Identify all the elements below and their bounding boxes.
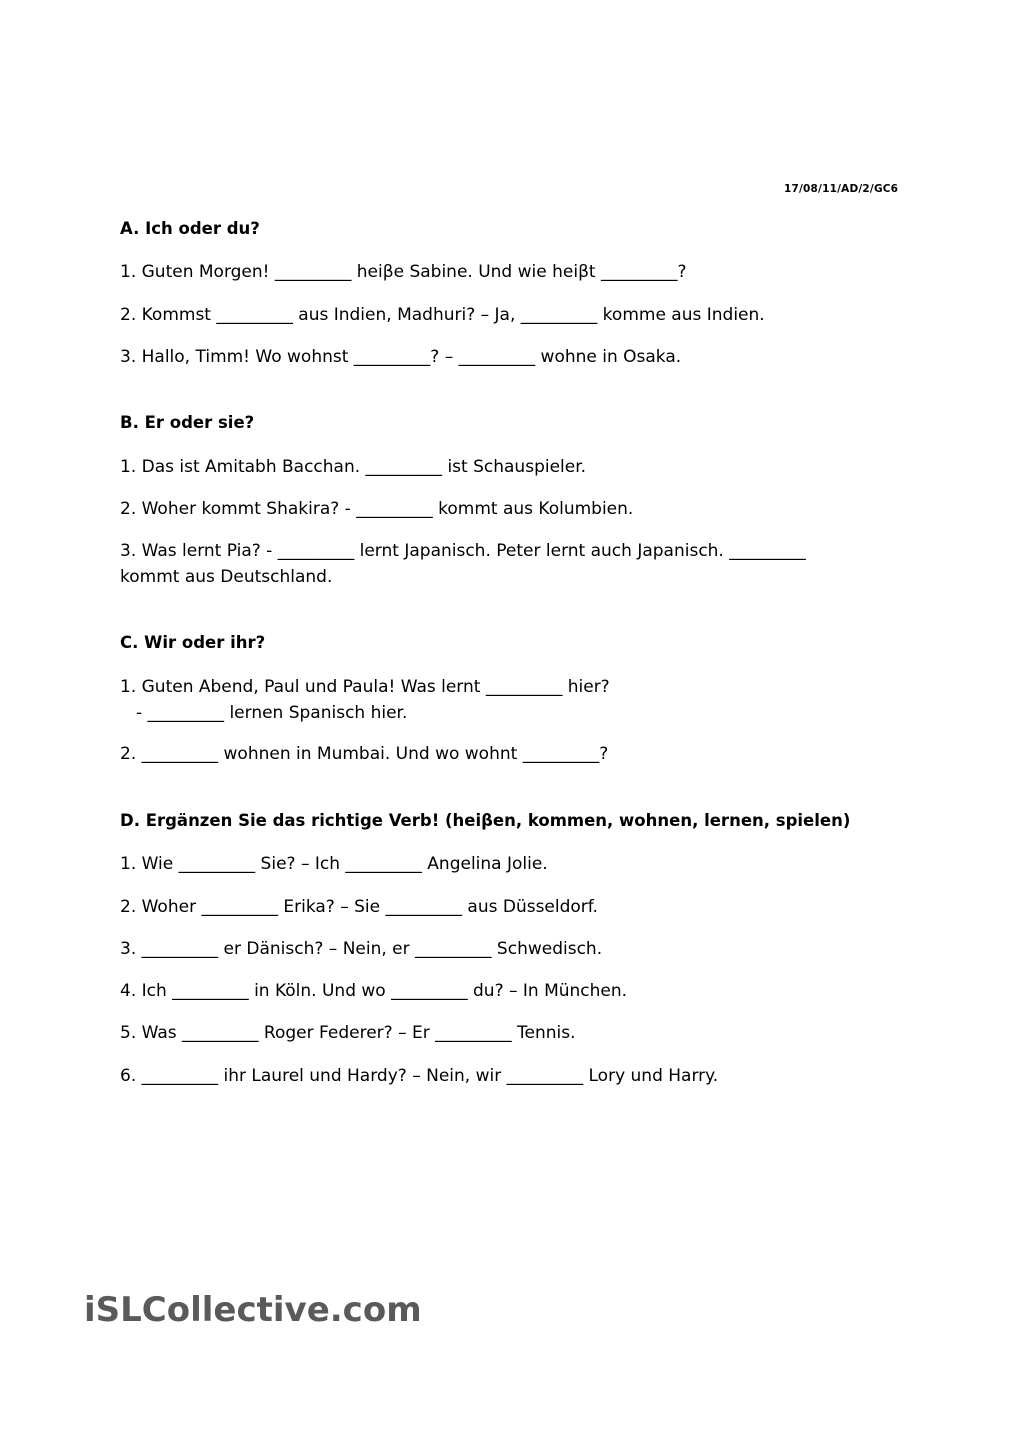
exercise-b-2: 2. Woher kommt Shakira? - _________ kommt aus Kolumbien. — [120, 499, 634, 519]
document-code: 17/08/11/AD/2/GC6 — [784, 183, 899, 195]
exercise-d-1: 1. Wie _________ Sie? – Ich _________ Angelina Jolie. — [120, 854, 548, 874]
section-d-heading: D. Ergänzen Sie das richtige Verb! (heiβen, kommen, wohnen, lernen, spielen) — [120, 811, 851, 830]
exercise-d-5: 5. Was _________ Roger Federer? – Er _________ Tennis. — [120, 1023, 576, 1043]
exercise-a-3: 3. Hallo, Timm! Wo wohnst _________? – _________ wohne in Osaka. — [120, 347, 682, 367]
section-a-heading: A. Ich oder du? — [120, 219, 260, 238]
exercise-d-2: 2. Woher _________ Erika? – Sie _________ aus Düsseldorf. — [120, 897, 598, 917]
exercise-d-4: 4. Ich _________ in Köln. Und wo _________ du? – In München. — [120, 981, 628, 1001]
exercise-c-1: 1. Guten Abend, Paul und Paula! Was lernt _________ hier? — [120, 677, 610, 697]
exercise-a-2: 2. Kommst _________ aus Indien, Madhuri? – Ja, _________ komme aus Indien. — [120, 305, 765, 325]
exercise-b-3: 3. Was lernt Pia? - _________ lernt Japanisch. Peter lernt auch Japanisch. _________ — [120, 541, 806, 561]
section-b-heading: B. Er oder sie? — [120, 413, 255, 432]
exercise-b-3-continued: kommt aus Deutschland. — [120, 567, 333, 587]
exercise-b-1: 1. Das ist Amitabh Bacchan. _________ ist Schauspieler. — [120, 457, 587, 477]
exercise-d-3: 3. _________ er Dänisch? – Nein, er _________ Schwedisch. — [120, 939, 603, 959]
exercise-c-2: 2. _________ wohnen in Mumbai. Und wo wohnt _________? — [120, 744, 609, 764]
exercise-d-6: 6. _________ ihr Laurel und Hardy? – Nein, wir _________ Lory und Harry. — [120, 1066, 719, 1086]
exercise-c-1-answer: - _________ lernen Spanisch hier. — [136, 703, 408, 723]
watermark: iSLCollective.com — [84, 1290, 422, 1330]
exercise-a-1: 1. Guten Morgen! _________ heiβe Sabine. Und wie heiβt _________? — [120, 262, 687, 282]
section-c-heading: C. Wir oder ihr? — [120, 633, 266, 652]
